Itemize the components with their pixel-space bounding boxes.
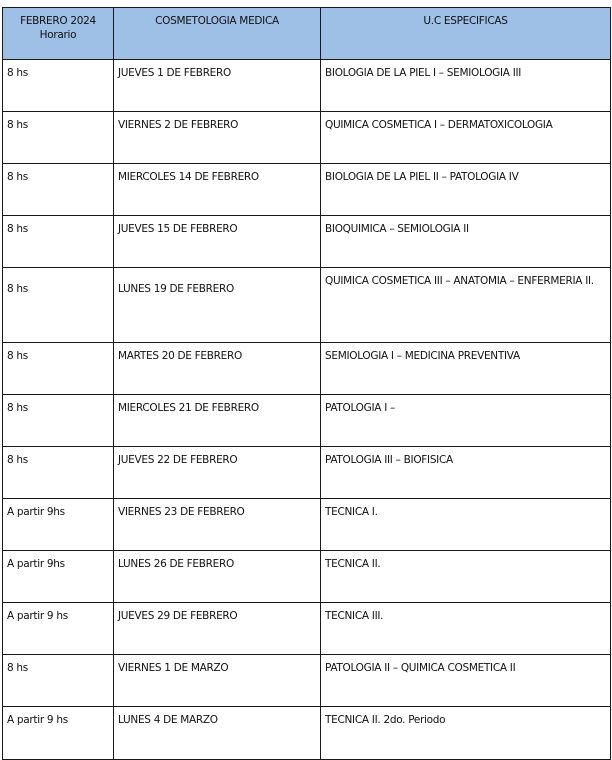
date-cell: JUEVES 29 DE FEBRERO	[114, 603, 321, 655]
date-cell: MIERCOLES 21 DE FEBRERO	[114, 395, 321, 447]
table-row	[3, 268, 611, 343]
subjects-cell: TECNICA II.	[321, 551, 611, 603]
date-cell: VIERNES 2 DE FEBRERO	[114, 112, 321, 164]
date-cell: JUEVES 1 DE FEBRERO	[114, 60, 321, 112]
table-row	[3, 447, 611, 499]
date-cell: MARTES 20 DE FEBRERO	[114, 343, 321, 395]
subjects-cell: SEMIOLOGIA I – MEDICINA PREVENTIVA	[321, 343, 611, 395]
header-month: FEBRERO 2024	[20, 15, 96, 27]
date-cell: VIERNES 23 DE FEBRERO	[114, 499, 321, 551]
time-cell: A partir 9 hs	[3, 707, 114, 760]
date-cell: LUNES 26 DE FEBRERO	[114, 551, 321, 603]
header-cell-time	[3, 8, 114, 60]
time-cell: 8 hs	[3, 164, 114, 216]
subjects-cell: TECNICA III.	[321, 603, 611, 655]
subjects-cell: PATOLOGIA I –	[321, 395, 611, 447]
table-row	[3, 603, 611, 655]
time-cell: 8 hs	[3, 655, 114, 707]
date-cell: JUEVES 22 DE FEBRERO	[114, 447, 321, 499]
schedule-table	[2, 7, 611, 760]
time-cell: A partir 9hs	[3, 499, 114, 551]
header-schedule-label: Horario	[39, 29, 77, 41]
subjects-cell: PATOLOGIA III – BIOFISICA	[321, 447, 611, 499]
date-cell: VIERNES 1 DE MARZO	[114, 655, 321, 707]
time-cell: 8 hs	[3, 447, 114, 499]
table-row	[3, 343, 611, 395]
table-row	[3, 707, 611, 760]
table-row	[3, 655, 611, 707]
table-row	[3, 216, 611, 268]
date-cell: LUNES 4 DE MARZO	[114, 707, 321, 760]
subjects-cell: BIOQUIMICA – SEMIOLOGIA II	[321, 216, 611, 268]
table-row	[3, 164, 611, 216]
table-row	[3, 499, 611, 551]
header-row	[3, 8, 611, 60]
table-row	[3, 395, 611, 447]
date-cell: MIERCOLES 14 DE FEBRERO	[114, 164, 321, 216]
date-cell: LUNES 19 DE FEBRERO	[114, 268, 321, 343]
time-cell: A partir 9 hs	[3, 603, 114, 655]
subjects-cell: BIOLOGIA DE LA PIEL II – PATOLOGIA IV	[321, 164, 611, 216]
time-cell: 8 hs	[3, 216, 114, 268]
time-cell: 8 hs	[3, 268, 114, 343]
time-cell: A partir 9hs	[3, 551, 114, 603]
table-row	[3, 60, 611, 112]
time-cell: 8 hs	[3, 343, 114, 395]
table-body	[3, 60, 611, 760]
time-cell: 8 hs	[3, 112, 114, 164]
date-cell: JUEVES 15 DE FEBRERO	[114, 216, 321, 268]
subjects-cell: QUIMICA COSMETICA III – ANATOMIA – ENFERMERIA II.	[321, 268, 611, 343]
time-cell: 8 hs	[3, 60, 114, 112]
table-header	[3, 8, 611, 60]
table-row	[3, 112, 611, 164]
time-cell: 8 hs	[3, 395, 114, 447]
subjects-cell: QUIMICA COSMETICA I – DERMATOXICOLOGIA	[321, 112, 611, 164]
header-cell-subjects: U.C ESPECIFICAS	[321, 8, 611, 60]
header-cell-date: COSMETOLOGIA MEDICA	[114, 8, 321, 60]
subjects-cell: TECNICA II. 2do. Periodo	[321, 707, 611, 760]
subjects-cell: TECNICA I.	[321, 499, 611, 551]
table-row	[3, 551, 611, 603]
subjects-cell: BIOLOGIA DE LA PIEL I – SEMIOLOGIA III	[321, 60, 611, 112]
subjects-cell: PATOLOGIA II – QUIMICA COSMETICA II	[321, 655, 611, 707]
